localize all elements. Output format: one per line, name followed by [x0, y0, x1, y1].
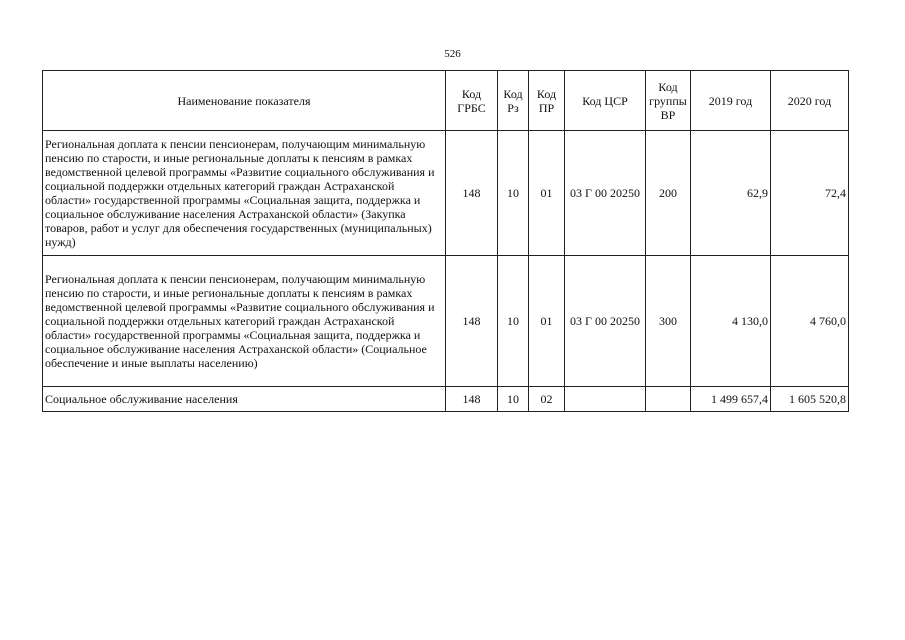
header-csr-code: Код ЦСР [565, 71, 646, 131]
header-year-2019: 2019 год [691, 71, 771, 131]
page-number: 526 [444, 48, 461, 60]
row-pr-code: 01 [529, 131, 565, 256]
row-csr-code: 03 Г 00 20250 [565, 131, 646, 256]
row-pr-code: 01 [529, 256, 565, 387]
row-rz-code: 10 [498, 387, 529, 412]
header-year-2020: 2020 год [771, 71, 849, 131]
row-csr-code [565, 387, 646, 412]
row-amount-2019: 1 499 657,4 [691, 387, 771, 412]
row-vr-group-code: 300 [646, 256, 691, 387]
header-indicator-name: Наименование показателя [43, 71, 446, 131]
row-amount-2019: 62,9 [691, 131, 771, 256]
row-indicator-name: Социальное обслуживание населения [43, 387, 446, 412]
row-vr-group-code [646, 387, 691, 412]
row-amount-2020: 1 605 520,8 [771, 387, 849, 412]
table-row [43, 256, 849, 387]
table-row [43, 387, 849, 412]
header-rz-code: Код Рз [498, 71, 529, 131]
row-vr-group-code: 200 [646, 131, 691, 256]
header-grbs-code: Код ГРБС [446, 71, 498, 131]
budget-table [42, 70, 849, 412]
row-rz-code: 10 [498, 256, 529, 387]
row-amount-2020: 4 760,0 [771, 256, 849, 387]
row-amount-2019: 4 130,0 [691, 256, 771, 387]
table-row [43, 131, 849, 256]
header-vr-group-code: Код группы ВР [646, 71, 691, 131]
table-header-row [43, 71, 849, 131]
row-grbs-code: 148 [446, 256, 498, 387]
row-grbs-code: 148 [446, 387, 498, 412]
row-indicator-name: Региональная доплата к пенсии пенсионерам, получающим минимальную пенсию по старости, и иные региональные доплаты к пенсиям в рамках ведомственной целевой программы «Развитие социального обслуживания и социальной поддержки отдельных категорий граждан Астраханской области» государственной программы «Социальная защита, поддержка и социальное обслуживание населения Астраханской области» (Социальное обеспечение и иные выплаты населению) [43, 256, 446, 387]
row-grbs-code: 148 [446, 131, 498, 256]
row-pr-code: 02 [529, 387, 565, 412]
row-amount-2020: 72,4 [771, 131, 849, 256]
row-csr-code: 03 Г 00 20250 [565, 256, 646, 387]
header-pr-code: Код ПР [529, 71, 565, 131]
row-rz-code: 10 [498, 131, 529, 256]
row-indicator-name: Региональная доплата к пенсии пенсионерам, получающим минимальную пенсию по старости, и иные региональные доплаты к пенсиям в рамках ведомственной целевой программы «Развитие социального обслуживания и социальной поддержки отдельных категорий граждан Астраханской области» государственной программы «Социальная защита, поддержка и социальное обслуживание населения Астраханской области» (Закупка товаров, работ и услуг для обеспечения государственных (муниципальных) нужд) [43, 131, 446, 256]
